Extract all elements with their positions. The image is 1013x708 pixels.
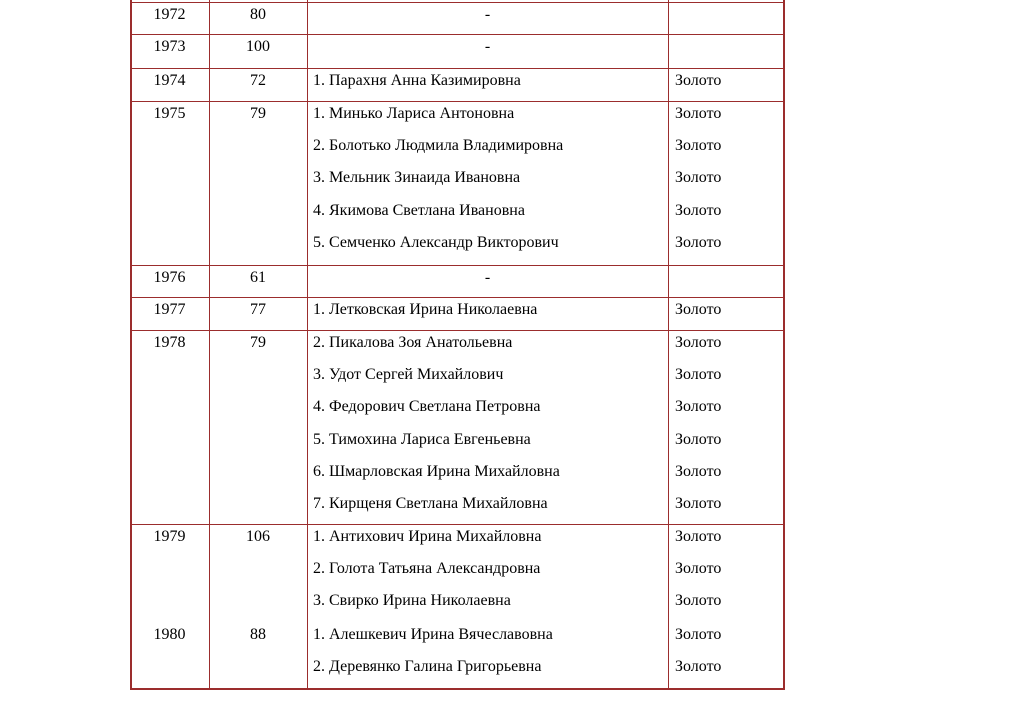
count-cell: 100 — [246, 38, 270, 55]
table-bottom-border — [130, 688, 785, 690]
table-row-border — [130, 297, 785, 298]
award-cell: Золото — [675, 495, 722, 512]
count-cell: 77 — [250, 301, 266, 318]
table-row-border — [130, 68, 785, 69]
award-cell: Золото — [675, 528, 722, 545]
name-cell: 1. Алешкевич Ирина Вячеславовна — [313, 626, 553, 644]
count-cell: 106 — [246, 528, 270, 545]
name-cell: 5. Семченко Александр Викторович — [313, 233, 559, 251]
name-cell: 3. Мельник Зинаида Ивановна — [313, 169, 521, 187]
count-cell: 72 — [250, 72, 266, 89]
name-cell: 1. Антихович Ирина Михайловна — [313, 528, 542, 545]
table-row-border — [130, 265, 785, 266]
name-cell: 2. Болотько Людмила Владимировна — [313, 137, 564, 155]
year-cell: 1972 — [153, 6, 186, 23]
table-row-border — [130, 101, 785, 102]
table-column-border — [307, 0, 308, 690]
award-cell: Золото — [675, 430, 722, 448]
name-cell: 1. Минько Лариса Антоновна — [313, 105, 515, 122]
name-cell: 5. Тимохина Лариса Евгеньевна — [313, 430, 531, 448]
name-cell: 1. Летковская Ирина Николаевна — [313, 301, 538, 318]
name-cell: 1. Парахня Анна Казимировна — [313, 72, 521, 89]
table-row-border — [130, 2, 785, 3]
count-cell: 80 — [250, 6, 266, 23]
name-cell: - — [484, 38, 491, 55]
year-cell: 1979 — [153, 528, 186, 545]
year-cell: 1977 — [153, 301, 186, 318]
name-cell: 7. Кирщеня Светлана Михайловна — [313, 495, 548, 512]
award-cell: Золото — [675, 169, 722, 187]
year-cell: 1973 — [153, 38, 186, 55]
table-column-border — [783, 0, 785, 690]
table-row-border — [130, 524, 785, 525]
year-cell: 1980 — [153, 626, 186, 644]
table-row-border — [130, 34, 785, 35]
award-cell: Золото — [675, 201, 722, 219]
award-cell: Золото — [675, 137, 722, 155]
award-cell: Золото — [675, 301, 722, 318]
name-cell: 6. Шмарловская Ирина Михайловна — [313, 462, 560, 480]
count-cell: 79 — [250, 334, 266, 351]
award-cell: Золото — [675, 398, 722, 416]
award-cell: Золото — [675, 592, 722, 610]
award-cell: Золото — [675, 105, 722, 122]
name-cell: 2. Голота Татьяна Александровна — [313, 560, 541, 578]
table-row-border — [130, 330, 785, 331]
award-cell: Золото — [675, 560, 722, 578]
name-cell: 2. Деревянко Галина Григорьевна — [313, 658, 542, 676]
award-cell: Золото — [675, 72, 722, 89]
count-cell: 79 — [250, 105, 266, 122]
name-cell: 4. Федорович Светлана Петровна — [313, 398, 541, 416]
year-cell: 1976 — [153, 269, 186, 286]
year-cell: 1978 — [153, 334, 186, 351]
award-cell: Золото — [675, 334, 722, 351]
name-cell: 4. Якимова Светлана Ивановна — [313, 201, 525, 219]
name-cell: - — [484, 6, 491, 23]
count-cell: 88 — [250, 626, 266, 644]
table-column-border — [668, 0, 669, 690]
name-cell: 2. Пикалова Зоя Анатольевна — [313, 334, 513, 351]
name-cell: - — [484, 269, 491, 286]
year-cell: 1974 — [153, 72, 186, 89]
award-cell: Золото — [675, 462, 722, 480]
award-cell: Золото — [675, 658, 722, 676]
award-cell: Золото — [675, 366, 722, 384]
award-cell: Золото — [675, 233, 722, 251]
year-cell: 1975 — [153, 105, 186, 122]
name-cell: 3. Свирко Ирина Николаевна — [313, 592, 511, 610]
award-cell: Золото — [675, 626, 722, 644]
count-cell: 61 — [250, 269, 266, 286]
awards-table — [130, 0, 785, 690]
name-cell: 3. Удот Сергей Михайлович — [313, 366, 504, 384]
